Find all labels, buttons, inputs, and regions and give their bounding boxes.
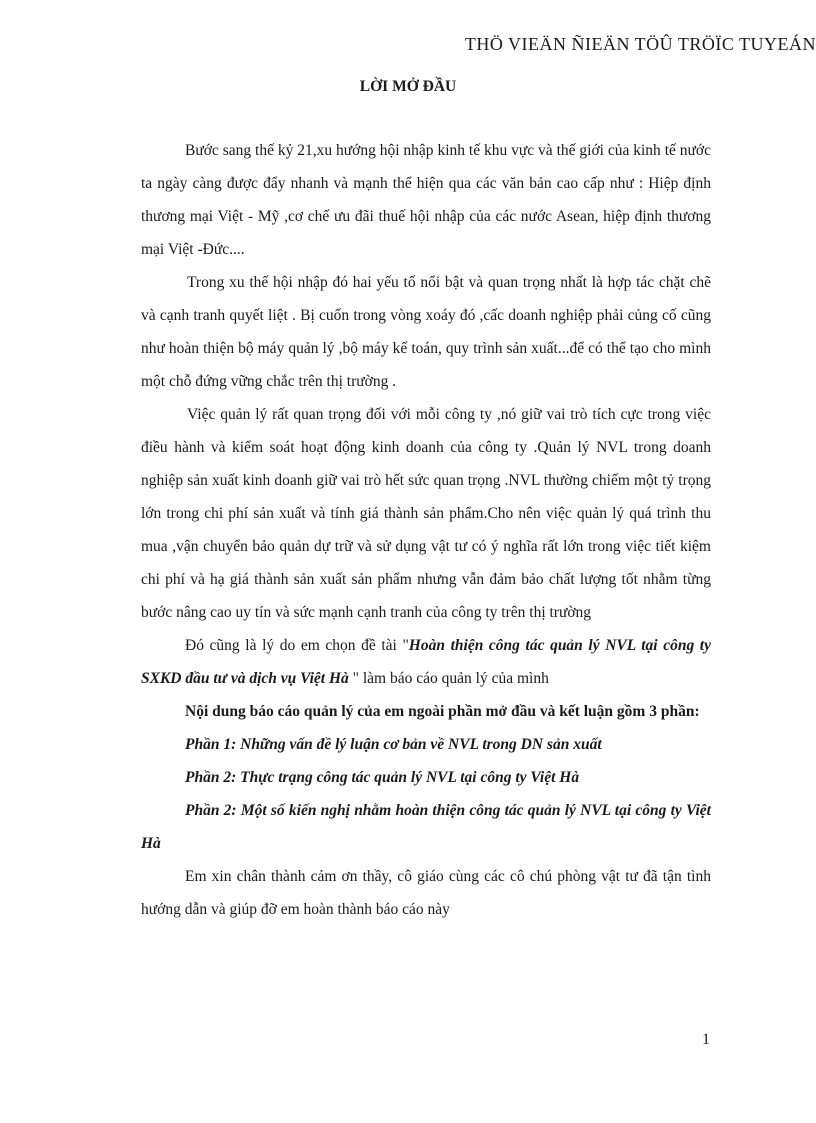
paragraph-1: Bước sang thế kỷ 21,xu hướng hội nhập kinh tế khu vực và thế giới của kinh tế nước ta ngày càng được đẩy nhanh và mạnh thể hiện qua các văn bản cao cấp như : Hiệp định thương mại Việt - Mỹ ,cơ chế ưu đãi thuế hội nhập của các nước Asean, hiệp định thương mại Việt -Đức.... — [141, 142, 711, 258]
paragraph-5: Nội dung báo cáo quản lý của em ngoài phần mở đầu và kết luận gồm 3 phần: — [185, 703, 700, 720]
thesis-topic: Hoàn thiện công tác quản lý NVL tại công ty SXKD đầu tư và dịch vụ Việt Hà — [141, 637, 711, 687]
paragraph-4-suffix: " làm báo cáo quản lý của mình — [348, 670, 549, 687]
document-body — [141, 134, 711, 926]
paragraph-6: Em xin chân thành cảm ơn thầy, cô giáo cùng các cô chú phòng vật tư đã tận tình hướng dẫn và giúp đỡ em hoàn thành báo cáo này — [141, 868, 711, 918]
page-title: LỜI MỞ ĐẦU — [359, 78, 457, 95]
part-3-heading: Phần 2: Một số kiến nghị nhằm hoàn thiện công tác quản lý NVL tại công ty Việt Hà — [141, 802, 711, 852]
paragraph-3: Việc quản lý rất quan trọng đối với mỗi công ty ,nó giữ vai trò tích cực trong việc điều hành và kiểm soát hoạt động kinh doanh của công ty .Quản lý NVL trong doanh nghiệp sản xuất kinh doanh giữ vai trò hết sức quan trọng .NVL thường chiếm một tỷ trọng lớn trong chi phí sản xuất và tính giá thành sản phẩm.Cho nên việc quản lý quá trình thu mua ,vận chuyển bảo quản dự trữ và sử dụng vật tư có ý nghĩa rất lớn trong việc tiết kiệm chi phí và hạ giá thành sản xuất sản phẩm nhưng vẫn đảm bảo chất lượng tốt nhằm từng bước nâng cao uy tín và sức mạnh cạnh tranh của công ty trên thị trường — [141, 406, 711, 621]
paragraph-2: Trong xu thế hội nhập đó hai yếu tố nổi bật và quan trọng nhất là hợp tác chặt chẽ và cạnh tranh quyết liệt . Bị cuốn trong vòng xoáy đó ,cấc doanh nghiệp phải củng cố cũng như hoàn thiện bộ máy quản lý ,bộ máy kế toán, quy trình sản xuất...để có thể tạo cho mình một chỗ đứng vững chắc trên thị trường . — [141, 274, 711, 390]
paragraph-4 — [141, 629, 711, 695]
part-2-heading: Phần 2: Thực trạng công tác quản lý NVL tại công ty Việt Hà — [185, 769, 580, 786]
header-banner: THÖ VIEÄN ÑIEÄN TÖÛ TRÖÏC TUYEÁN — [464, 34, 816, 54]
part-1-heading: Phần 1: Những vấn đề lý luận cơ bản về NVL trong DN sản xuất — [185, 736, 602, 753]
page-number: 1 — [702, 1031, 710, 1048]
paragraph-4-prefix: Đó cũng là lý do em chọn đề tài " — [185, 637, 409, 654]
